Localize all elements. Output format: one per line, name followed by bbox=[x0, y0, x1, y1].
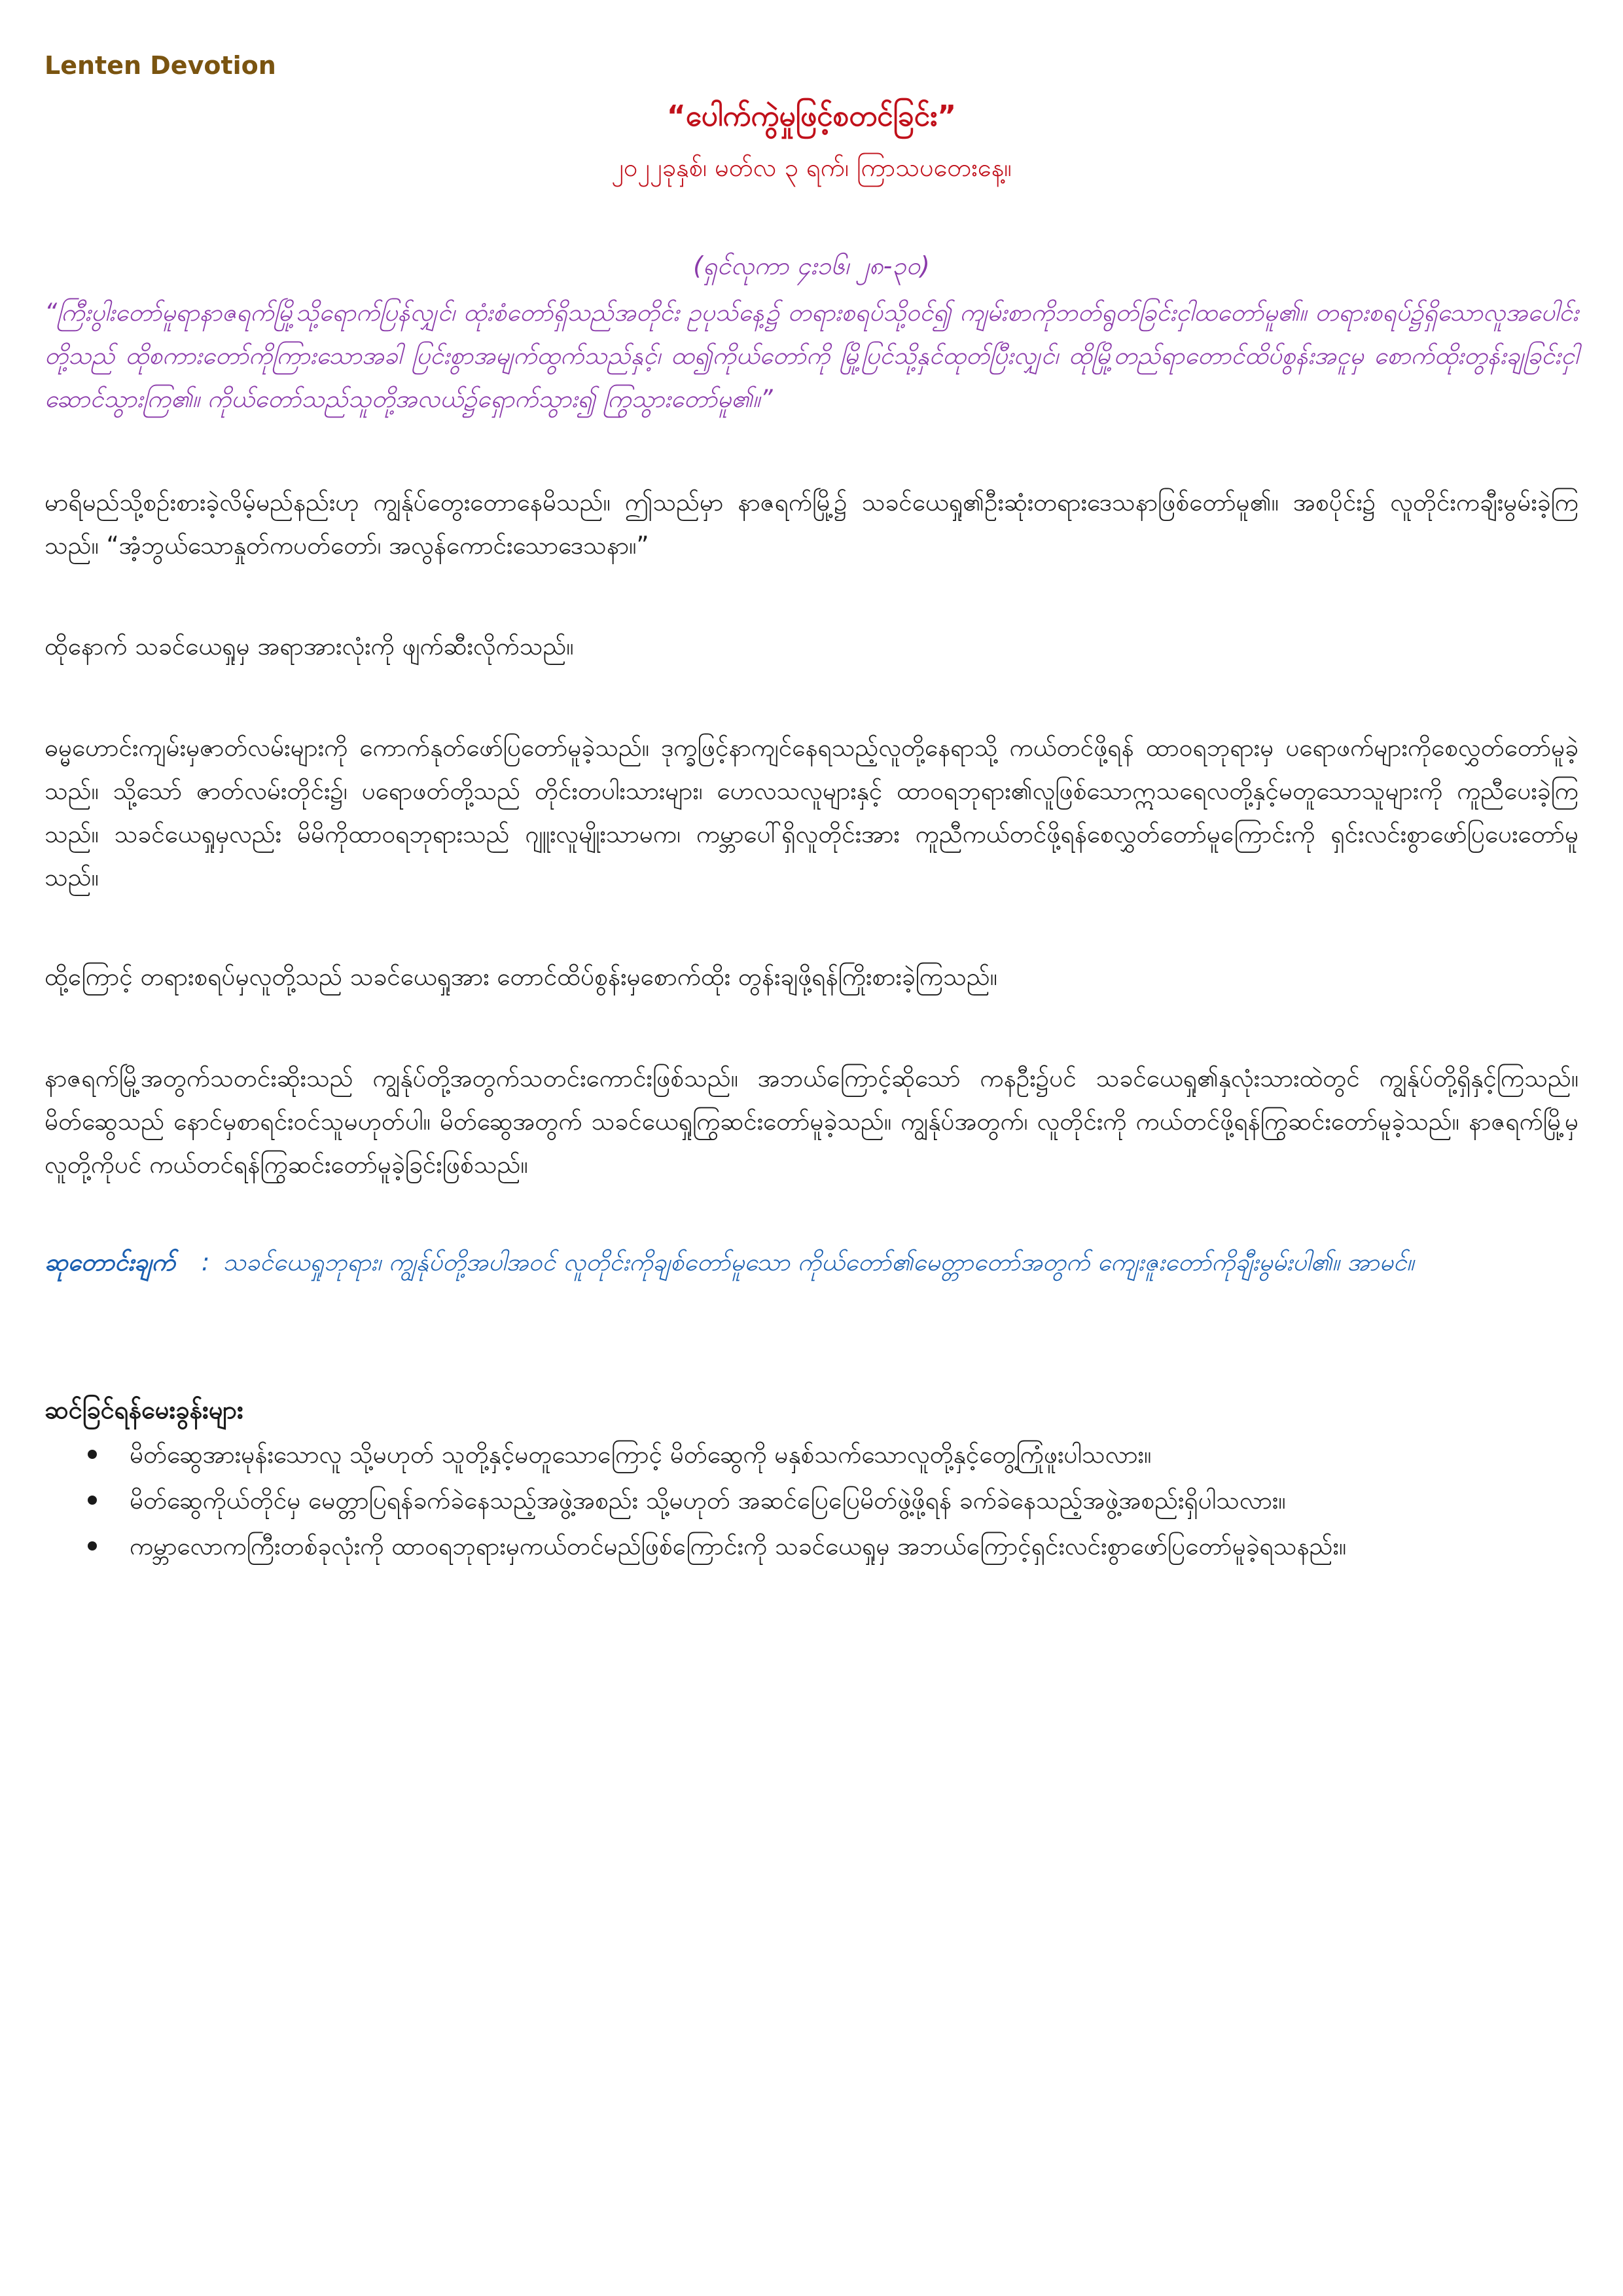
list-item bbox=[45, 1525, 1578, 1568]
paragraph-5: နာဇရက်မြို့အတွက်သတင်းဆိုးသည် ကျွန်ုပ်တို့အတွက်သတင်းကောင်းဖြစ်သည်။ အဘယ်ကြောင့်ဆိုသော် ကနဦး၌ပင် သခင်ယေရှု၏နှလုံးသားထဲတွင် ကျွန်ုပ်တို့ရှိနှင့်ကြသည်။ မိတ်ဆွေသည် နောင်မှစာရင်းဝင်သူမဟုတ်ပါ။ မိတ်ဆွေအတွက် သခင်ယေရှုကြွဆင်းတော်မူခဲ့သည်။ ကျွန်ုပ်အတွက်၊ လူတိုင်းကို ကယ်တင်ဖို့ရန်ကြွဆင်းတော်မူခဲ့သည်။ နာဇရက်မြို့မှလူတို့ကိုပင် ကယ်တင်ရန်ကြွဆင်းတော်မူခဲ့ခြင်းဖြစ်သည်။ bbox=[45, 1064, 1578, 1179]
question-text: မိတ်ဆွေကိုယ်တိုင်မှ မေတ္တာပြရန်ခက်ခဲနေသည့်အဖွဲ့အစည်း သို့မဟုတ် အဆင်ပြေပြေမိတ်ဖွဲ့ဖို့ရန် ခက်ခဲနေသည့်အဖွဲ့အစည်းရှိပါသလား။ bbox=[130, 1486, 1286, 1515]
prayer-block bbox=[45, 1240, 1578, 1285]
devotion-date: ၂၀၂၂ခုနှစ်၊ မတ်လ ၃ ရက်၊ ကြာသပတေးနေ့။ bbox=[611, 153, 1012, 182]
list-item bbox=[45, 1433, 1578, 1477]
paragraph-2: ထိုနောက် သခင်ယေရှုမှ အရာအားလုံးကို ဖျက်ဆီးလိုက်သည်။ bbox=[45, 632, 574, 660]
prayer-separator: : bbox=[201, 1248, 210, 1276]
paragraph-1: မာရိမည်သို့စဉ်းစားခဲ့လိမ့်မည်နည်းဟု ကျွန်ုပ်တွေးတောနေမိသည်။ ဤသည်မှာ နာဇရက်မြို့၌ သခင်ယေရှု၏ဦးဆုံးတရားဒေသနာဖြစ်တော်မူ၏။ အစပိုင်း၌ လူတိုင်းကချီးမွမ်းခဲ့ကြသည်။ “အံ့ဘွယ်သောနှုတ်ကပတ်တော်၊ အလွန်ကောင်းသောဒေသနာ။” bbox=[45, 488, 1578, 560]
bullet-icon bbox=[88, 1496, 97, 1505]
paragraph-3: ဓမ္မဟောင်းကျမ်းမှဇာတ်လမ်းများကို ကောက်နုတ်ဖော်ပြတော်မူခဲ့သည်။ ဒုက္ခဖြင့်နာကျင်နေရသည့်လူတို့နေရာသို့ ကယ်တင်ဖို့ရန် ထာဝရဘုရားမှ ပရောဖက်များကိုစေလွှတ်တော်မူခဲ့သည်။ သို့သော် ဇာတ်လမ်းတိုင်း၌၊ ပရောဖတ်တို့သည် တိုင်းတပါးသားများ၊ ဟေလသလူများနှင့် ထာဝရဘုရား၏လူဖြစ်သောဣသရေလတို့နှင့်မတူသောသူများကို ကူညီပေးခဲ့ကြသည်။ သခင်ယေရှုမှလည်း မိမိကိုထာဝရဘုရားသည် ဂျူးလူမျိုးသာမက၊ ကမ္ဘာပေါ်ရှိလူတိုင်းအား ကူညီကယ်တင်ဖို့ရန်စေလွှတ်တော်မူကြောင်းကို ရှင်းလင်းစွာဖော်ပြပေးတော်မူသည်။ bbox=[45, 734, 1578, 891]
paragraph-4: ထို့ကြောင့် တရားစရပ်မှလူတို့သည် သခင်ယေရှုအား တောင်ထိပ်စွန်းမှစောက်ထိုး တွန်းချဖို့ရန်ကြိုးစားခဲ့ကြသည်။ bbox=[45, 963, 997, 991]
bullet-icon bbox=[88, 1450, 97, 1459]
scripture-passage: “ကြီးပွါးတော်မူရာနာဇရက်မြို့သို့ရောက်ပြန်လျှင်၊ ထုံးစံတော်ရှိသည်အတိုင်း ဥပုသ်နေ့၌ တရားစရပ်သို့ဝင်၍ ကျမ်းစာကိုဘတ်ရွတ်ခြင်းငှါထတော်မူ၏။ တရားစရပ်၌ရှိသောလူအပေါင်းတို့သည် ထိုစကားတော်ကိုကြားသောအခါ ပြင်းစွာအမျက်ထွက်သည်နှင့်၊ ထ၍ကိုယ်တော်ကို မြို့ပြင်သို့နှင်ထုတ်ပြီးလျှင်၊ ထိုမြို့တည်ရာတောင်ထိပ်စွန်းအငူမှ စောက်ထိုးတွန်းချခြင်းငှါဆောင်သွားကြ၏။ ကိုယ်တော်သည်သူတို့အလယ်၌ရှောက်သွား၍ ကြွသွားတော်မူ၏။” bbox=[45, 298, 1578, 413]
bullet-icon bbox=[88, 1541, 97, 1551]
question-text: မိတ်ဆွေအားမုန်းသောလူ သို့မဟုတ် သူတို့နှင့်မတူသောကြောင့် မိတ်ဆွေကို မနှစ်သက်သောလူတို့နှင့်တွေ့ကြုံဖူးပါသလား။ bbox=[130, 1441, 1152, 1469]
question-text: ကမ္ဘာလောကကြီးတစ်ခုလုံးကို ထာဝရဘုရားမှကယ်တင်မည်ဖြစ်ကြောင်းကို သခင်ယေရှုမှ အဘယ်ကြောင့်ရှင်းလင်းစွာဖော်ပြတော်မူခဲ့ရသနည်း။ bbox=[130, 1532, 1347, 1560]
header-label: Lenten Devotion bbox=[45, 51, 276, 80]
list-item bbox=[45, 1479, 1578, 1522]
page-title: “ပေါက်ကွဲမှုဖြင့်စတင်ခြင်း” bbox=[666, 99, 957, 133]
questions-heading: ဆင်ခြင်ရန်မေးခွန်းများ bbox=[45, 1395, 243, 1424]
questions-list bbox=[45, 1433, 1578, 1571]
scripture-reference: (ရှင်လုကာ ၄း၁၆၊ ၂၈-၃၀) bbox=[693, 251, 930, 280]
prayer-label: ဆုတောင်းချက် bbox=[45, 1248, 175, 1276]
prayer-text: သခင်ယေရှုဘုရား၊ ကျွန်ုပ်တို့အပါအဝင် လူတိုင်းကိုချစ်တော်မူသော ကိုယ်တော်၏မေတ္တာတော်အတွက် ကျေးဇူးတော်ကိုချီးမွမ်းပါ၏။ အာမင်။ bbox=[223, 1248, 1414, 1276]
